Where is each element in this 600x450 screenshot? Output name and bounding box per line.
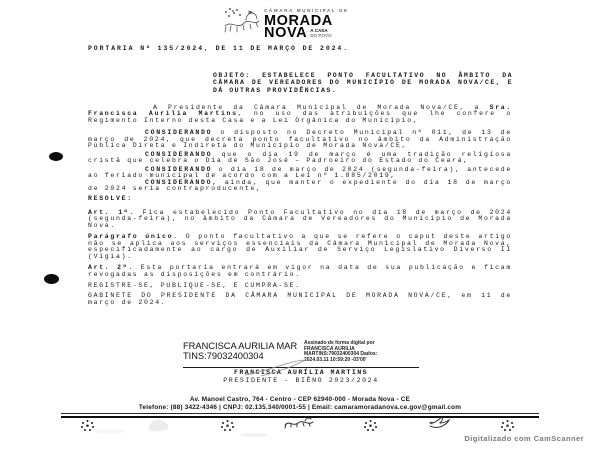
considerando-paragraph [88, 180, 512, 193]
considerando-text: que o dia 19 de março é uma tradição religiosa cristã que celebra o Dia de São José – Padroeiro do Estado do Ceará, [88, 150, 512, 165]
considerando-text: , ainda, que manter o expediente do dia 18 de março de 2024 seria contraproducente, [88, 178, 512, 192]
article-text: . Fica estabelecido Ponto Facultativo no dia 18 de março de 2024 (segunda-feira), no âmbito da Câmara de Vereadores do Município de Morada Nova. [88, 208, 512, 229]
footer-address: Av. Manoel Castro, 764 - Centro - CEP 62940-000 - Morada Nova - CE [189, 396, 411, 403]
document-title: PORTARIA Nº 135/2024, DE 11 DE MARÇO DE 2024. [88, 45, 350, 52]
header-logotype [264, 9, 349, 40]
document-footer [0, 396, 600, 418]
document-body [88, 105, 512, 306]
hammock-stars-sketch-icon [222, 6, 262, 40]
signer-role: PRESIDENTE - BIÊNO 2023/2024 [223, 376, 379, 384]
article-paragraph [88, 234, 512, 260]
considerando-text: o dia 18 de março de 2024 (segunda-feira), antecede ao feriado municipal de acordo com a Lei nº 1.885/2019, [88, 165, 512, 180]
scan-smudge [240, 433, 268, 437]
scan-smudge [95, 429, 125, 434]
camscanner-credit: Digitalizado com CamScanner [464, 434, 584, 443]
digital-signature-name: FRANCISCA AURILIA MARTINS:79032400304 [183, 341, 298, 362]
star-cluster-icon [80, 419, 95, 432]
article-paragraph [88, 210, 512, 229]
logo-name-line2: NOVA [264, 24, 308, 42]
closing-clause: REGISTRE-SE, PUBLIQUE-SE, E CUMPRA-SE. [88, 281, 301, 289]
preamble-lead: A Presidente da Câmara Municipal de Morada Nova/CE, a [153, 104, 490, 111]
preamble-paragraph [88, 105, 512, 124]
punch-hole-mark [49, 152, 63, 161]
objeto-block: OBJETO: ESTABELECE PONTO FACULTATIVO NO ÂMBITO DA CÂMARA DE VEREADORES DO MUNICÍPIO DE MORADA NOVA/CE, E DÁ OUTRAS PROVIDÊNCIAS. [213, 72, 513, 94]
article-number: Parágrafo único [88, 233, 174, 241]
signature-rule [183, 367, 419, 368]
star-cluster-icon [220, 419, 235, 432]
footer-contact: Telefone: (88) 3422-4346 | CNPJ: 02.135.340/0001-55 | Email: camaramoradanova.ce.gov@gmail.com [138, 404, 462, 411]
article-number: Art. 2º [88, 264, 129, 272]
considerando-keyword: CONSIDERANDO [145, 129, 213, 137]
logo-tagline [310, 29, 331, 40]
considerando-paragraph [88, 152, 512, 165]
article-text: . O ponto facultativo a que se refere o caput deste artigo não se aplica aos serviços essenciais da Câmara Municipal de Morada Nova, especificadamente ao cargo de Auxiliar de Serviço Legislativo Diverso II (Vigia). [88, 233, 512, 260]
star-cluster-icon [500, 419, 515, 432]
punch-hole-mark [44, 274, 59, 284]
logo-name-line1: MORADA [264, 12, 333, 29]
preamble-rest: , no uso das atribuições que lhe confere o Regimento Interno desta Casa e a Lei Orgânica do Município, [88, 110, 512, 124]
considerando-paragraph [88, 130, 512, 149]
signer-printed-name: FRANCISCA AURÍLIA MARTINS [234, 369, 368, 377]
considerando-text: o disposto no Decreto Municipal nº 011, de 13 de março de 2024, que decreta ponto facultativo no âmbito da Administração Pública Direta e Indireta do Município de Morada Nova/CE, [88, 129, 512, 150]
star-cluster-icon [363, 419, 378, 432]
digital-signature-details: Assinado de forma digital por FRANCISCA AURILIA MARTINS:79032400304 Dados: 2024.03.11 10:59:20 -03'00' [304, 340, 378, 364]
logo-tagline-line1: A CASA [310, 28, 328, 33]
article-text: . Esta portaria entrará em vigor na data de sua publicação e ficam revogadas as disposições em contrário. [88, 264, 512, 278]
faint-stamp-icon [146, 417, 170, 433]
considerando-keyword: CONSIDERANDO [145, 165, 213, 173]
article-number: Art. 1º [88, 208, 130, 216]
considerando-keyword: CONSIDERANDO [145, 178, 213, 186]
preamble-name: Sra. Francisca Aurilia Martins [88, 104, 512, 118]
article-paragraph [88, 265, 512, 278]
considerando-keyword: CONSIDERANDO [145, 150, 213, 158]
hammock-sketch-icon [283, 416, 315, 430]
logo-org-line: CÂMARA MUNICIPAL DE [264, 8, 349, 13]
dove-sketch-icon [428, 416, 450, 430]
resolve-label: RESOLVE: [88, 195, 133, 203]
signature-block [183, 341, 433, 384]
gabinete-clause: GABINETE DO PRESIDENTE DA CÂMARA MUNICIPAL DE MORADA NOVA/CE, em 11 de março de 2024. [88, 292, 512, 306]
logo-tagline-line2: DO POVO [310, 32, 332, 38]
